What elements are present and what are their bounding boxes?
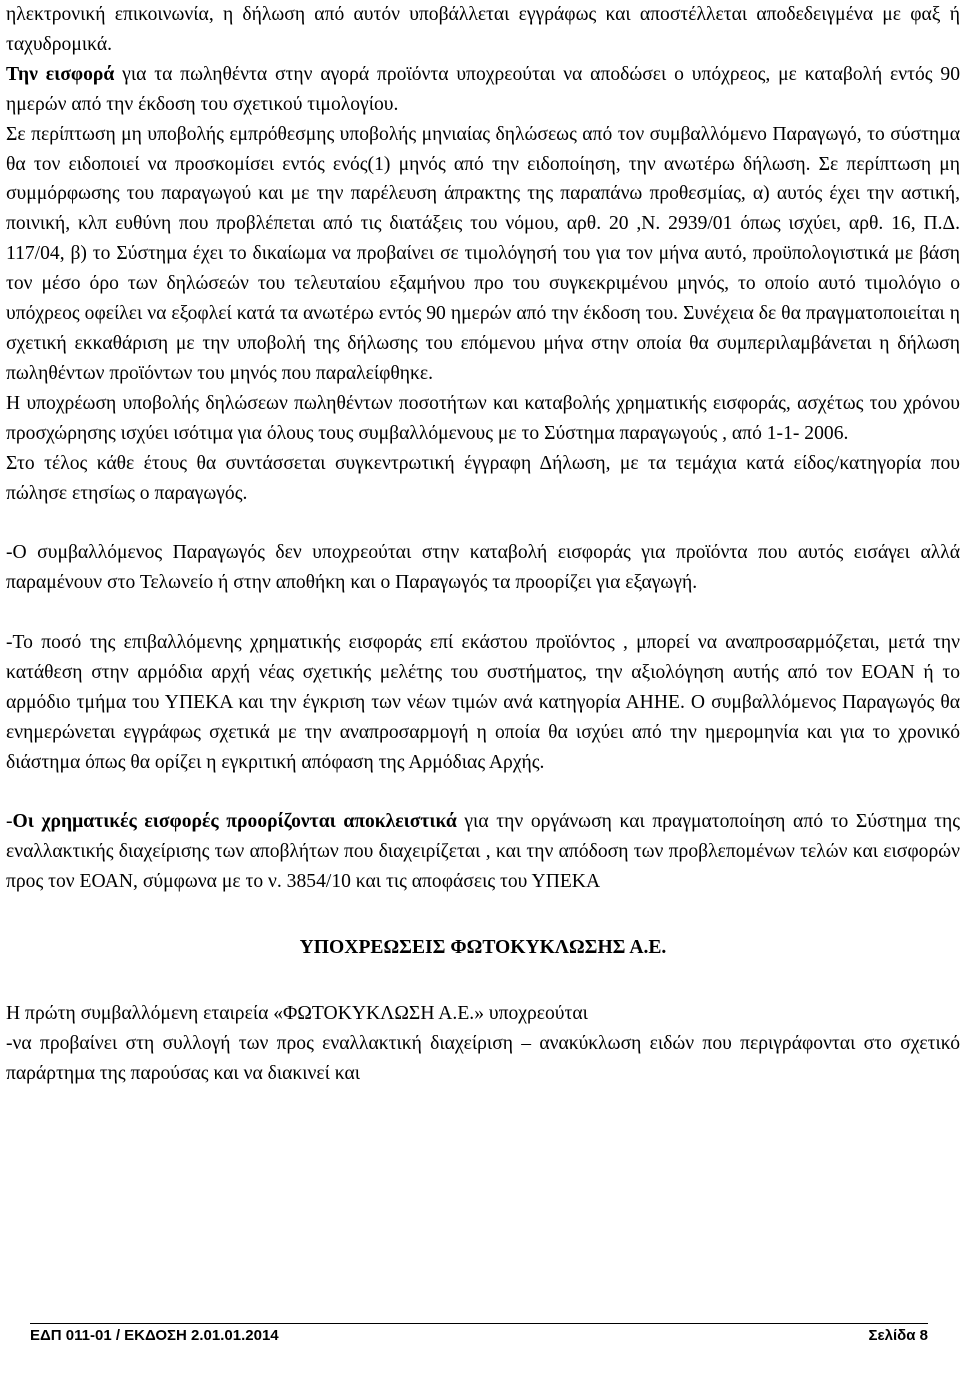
text: ηλεκτρονική επικοινωνία, η δήλωση από αυτόν υποβάλλεται εγγράφως και αποστέλλεται αποδεδειγμένα με φαξ ή ταχυδρομικά. [6,4,960,55]
text: για την οργάνωση και πραγματοποίηση από το Σύστημα της εναλλακτικής διαχείρισης των αποβλήτων που διαχειρίζεται , και την απόδοση των προβλεπομένων τελών και εισφορών προς τον ΕΟΑΝ, σύμφωνα με το ν. 3854/10 και τις αποφάσεις του ΥΠΕΚΑ [6,811,960,893]
spacer [6,508,960,538]
spacer [6,778,960,808]
text: για τα πωληθέντα στην αγορά προϊόντα υποχρεούται να αποδώσει ο υπόχρεος, με καταβολή εντός 90 ημερών από την έκδοση του σχετικού τιμολογίου. [6,63,960,115]
paragraph-submission-obligation: Η υποχρέωση υποβολής δηλώσεων πωληθέντων ποσοτήτων και καταβολής χρηματικής εισφοράς, ασχέτως του χρόνου προσχώρησης ισχύει ισότιμα για όλους τους συμβαλλόμενους με το Σύστημα παραγωγούς , από 1-1- 2006. [6,392,960,444]
paragraph-collection: -να προβαίνει στη συλλογή των προς εναλλακτική διαχείριση – ανακύκλωση ειδών που περιγράφονται στο σχετικό παράρτημα της παρούσας και να διακινεί και [6,1032,960,1084]
dash: - [6,811,13,833]
paragraph-electronic-communication [6,0,960,60]
paragraph-company-obligation: Η πρώτη συμβαλλόμενη εταιρεία «ΦΩΤΟΚΥΚΛΩΣΗ Α.Ε.» υποχρεούται [6,1003,588,1025]
document-id: ΕΔΠ 011-01 / ΕΚΔΟΣΗ 2.01.01.2014 [30,1327,279,1344]
page-number: Σελίδα 8 [868,1327,928,1344]
paragraph-export-exemption: -Ο συμβαλλόμενος Παραγωγός δεν υποχρεούται στην καταβολή εισφοράς για προϊόντα που αυτός εισάγει αλλά παραμένουν στο Τελωνείο ή στην αποθήκη και ο Παραγωγός τα προορίζει για εξαγωγή. [6,542,960,594]
paragraph-contribution-adjustment: -Το ποσό της επιβαλλόμενης χρηματικής εισφοράς επί εκάστου προϊόντος , μπορεί να αναπροσαρμόζεται, μετά την κατάθεση στην αρμόδια αρχή νέας σχετικής μελέτης του συστήματος, την αξιολόγηση αυτής από τον ΕΟΑΝ ή το αρμόδιο τμήμα του ΥΠΕΚΑ και την έγκριση των νέων τιμών ανά κατηγορία ΑΗΗΕ. Ο συμβαλλόμενος Παραγωγός θα ενημερώνεται εγγράφως σχετικά με την αναπροσαρμογή η οποία θα ισχύει από την ημερομηνία και για το χρονικό διάστημα όπως θα ορίζει η εγκριτική απόφαση της Αρμόδιας Αρχής. [6,632,960,773]
spacer [6,598,960,628]
bold-lead: Την εισφορά [6,63,115,85]
document-body [6,0,960,1089]
bold-lead: Οι χρηματικές εισφορές προορίζονται αποκλειστικά [12,811,457,833]
spacer [6,897,960,933]
paragraph-contribution-payment [6,60,960,120]
page-footer [30,1323,928,1344]
paragraph-contribution-purpose [6,807,960,897]
paragraph-late-submission: Σε περίπτωση μη υποβολής εμπρόθεσμης υποβολής μηνιαίας δηλώσεως από τον συμβαλλόμενο Παραγωγό, το σύστημα θα τον ειδοποιεί να προσκομίσει εντός ενός(1) μηνός από την ειδοποίηση, την ανωτέρω δήλωση. Σε περίπτωση μη συμμόρφωσης του παραγωγού και με την παρέλευση άπρακτης της παραπάνω προθεσμίας, α) αυτός έχει την αστική, ποινική, κλπ ευθύνη που προβλέπεται από τις διατάξεις του νόμου, αρθ. 20 ,Ν. 2939/01 όπως ισχύει, αρθ. 16, Π.Δ. 117/04, β) το Σύστημα έχει το δικαίωμα να προβαίνει σε τιμολόγησή του για τον μήνα αυτό, προϋπολογιστικά με βάση τον μέσο όρο των δηλώσεών του τελευταίου εξαμήνου προ του συγκεκριμένου μηνός, το οποίο αυτό τιμολόγιο ο υπόχρεος οφείλει να εξοφλεί κατά τα ανωτέρω εντός 90 ημερών από την έκδοση του. Συνέχεια δε θα πραγματοποιείται η σχετική εκκαθάριση με την υποβολή της δήλωσης του επόμενου μήνα στην οποία θα συμπεριλαμβάνεται η δήλωση πωληθέντων προϊόντων του μηνός που παραλείφθηκε. [6,123,960,384]
paragraph-annual-declaration: Στο τέλος κάθε έτους θα συντάσσεται συγκεντρωτική έγγραφη Δήλωση, με τα τεμάχια κατά είδος/κατηγορία που πώλησε ετησίως ο παραγωγός. [6,452,960,504]
section-heading: ΥΠΟΧΡΕΩΣΕΙΣ ΦΩΤΟΚΥΚΛΩΣΗΣ Α.Ε. [299,937,667,959]
spacer [6,963,960,999]
